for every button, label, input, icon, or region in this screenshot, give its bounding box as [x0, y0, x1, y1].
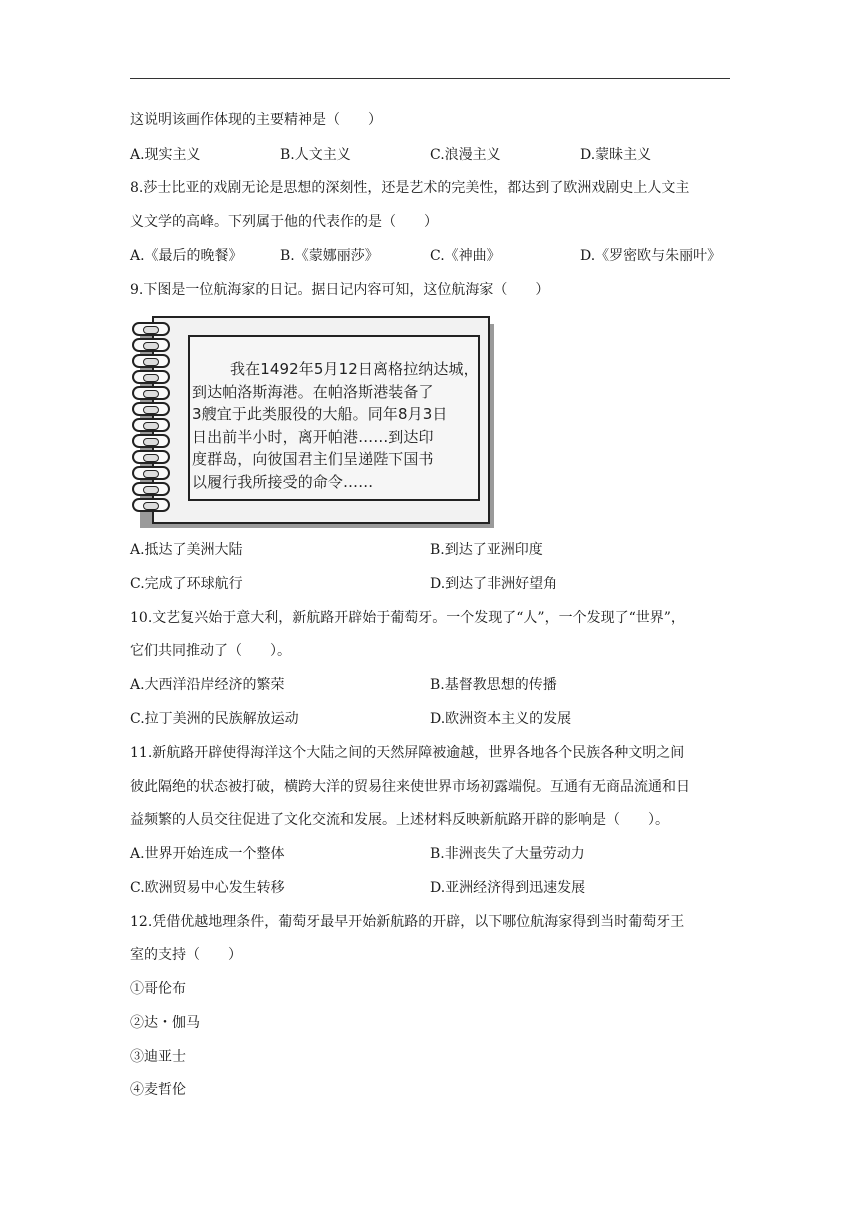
q7-tail: 这说明该画作体现的主要精神是（ ） — [130, 112, 382, 128]
q11-option-a[interactable]: A.世界开始连成一个整体 — [130, 846, 285, 862]
q11-stem-line-3: 益频繁的人员交往促进了文化交流和发展。上述材料反映新航路开辟的影响是（ ）。 — [130, 812, 669, 828]
q12-stem-line-2: 室的支持（ ） — [130, 947, 242, 963]
diary-line: 3艘宜于此类服役的大船。同年8月3日 — [192, 405, 448, 423]
q12-stem-line-1: 12.凭借优越地理条件，葡萄牙最早开始新航路的开辟，以下哪位航海家得到当时葡萄牙王 — [130, 914, 685, 930]
q9-stem: 9.下图是一位航海家的日记。据日记内容可知，这位航海家（ ） — [130, 282, 550, 298]
q7-option-d[interactable]: D.蒙昧主义 — [580, 147, 652, 163]
q9-option-b[interactable]: B.到达了亚洲印度 — [430, 542, 543, 558]
q9-option-a[interactable]: A.抵达了美洲大陆 — [130, 542, 243, 558]
q12-item-1[interactable]: ①哥伦布 — [130, 981, 186, 997]
q9-option-c[interactable]: C.完成了环球航行 — [130, 576, 243, 592]
q11-option-c[interactable]: C.欧洲贸易中心发生转移 — [130, 880, 285, 896]
diary-text — [192, 358, 482, 493]
q10-option-c[interactable]: C.拉丁美洲的民族解放运动 — [130, 711, 299, 727]
diary-line: 到达帕洛斯海港。在帕洛斯港装备了 — [192, 382, 434, 401]
q8-option-a[interactable]: A.《最后的晚餐》 — [130, 248, 243, 264]
spiral-binding-icon — [132, 322, 172, 522]
q11-option-b[interactable]: B.非洲丧失了大量劳动力 — [430, 846, 585, 862]
q7-option-b[interactable]: B.人文主义 — [280, 147, 351, 163]
q12-item-3[interactable]: ③迪亚士 — [130, 1049, 186, 1065]
q11-stem-line-1: 11.新航路开辟使得海洋这个大陆之间的天然屏障被逾越，世界各地各个民族各种文明之间 — [130, 745, 685, 761]
q8-option-c[interactable]: C.《神曲》 — [430, 248, 501, 264]
q11-stem-line-2: 彼此隔绝的状态被打破，横跨大洋的贸易往来使世界市场初露端倪。互通有无商品流通和日 — [130, 779, 690, 795]
diary-line: 度群岛，向彼国君主们呈递陛下国书 — [192, 450, 434, 468]
diary-line: 日出前半小时，离开帕港……到达印 — [192, 427, 434, 446]
q12-item-2[interactable]: ②达・伽马 — [130, 1015, 200, 1031]
diary-line: 我在1492年5月12日离格拉纳达城， — [230, 360, 479, 378]
q7-option-c[interactable]: C.浪漫主义 — [430, 147, 501, 163]
q8-stem-line-1: 8.莎士比亚的戏剧无论是思想的深刻性，还是艺术的完美性，都达到了欧洲戏剧史上人文主 — [130, 180, 690, 196]
q8-option-d[interactable]: D.《罗密欧与朱丽叶》 — [580, 248, 722, 264]
header-rule — [130, 78, 730, 79]
q10-option-b[interactable]: B.基督教思想的传播 — [430, 677, 557, 693]
diary-line: 以履行我所接受的命令…… — [192, 472, 374, 491]
q12-item-4[interactable]: ④麦哲伦 — [130, 1082, 186, 1098]
q9-option-d[interactable]: D.到达了非洲好望角 — [430, 576, 558, 592]
q10-option-d[interactable]: D.欧洲资本主义的发展 — [430, 711, 572, 727]
q10-stem-line-1: 10.文艺复兴始于意大利，新航路开辟始于葡萄牙。一个发现了“人”，一个发现了“世界”， — [130, 610, 685, 626]
q8-option-b[interactable]: B.《蒙娜丽莎》 — [280, 248, 379, 264]
q10-stem-line-2: 它们共同推动了（ ）。 — [130, 643, 291, 659]
q7-option-a[interactable]: A.现实主义 — [130, 147, 201, 163]
diary-image — [130, 314, 494, 528]
q8-stem-line-2: 义文学的高峰。下列属于他的代表作的是（ ） — [130, 214, 438, 230]
q11-option-d[interactable]: D.亚洲经济得到迅速发展 — [430, 880, 586, 896]
q10-option-a[interactable]: A.大西洋沿岸经济的繁荣 — [130, 677, 285, 693]
